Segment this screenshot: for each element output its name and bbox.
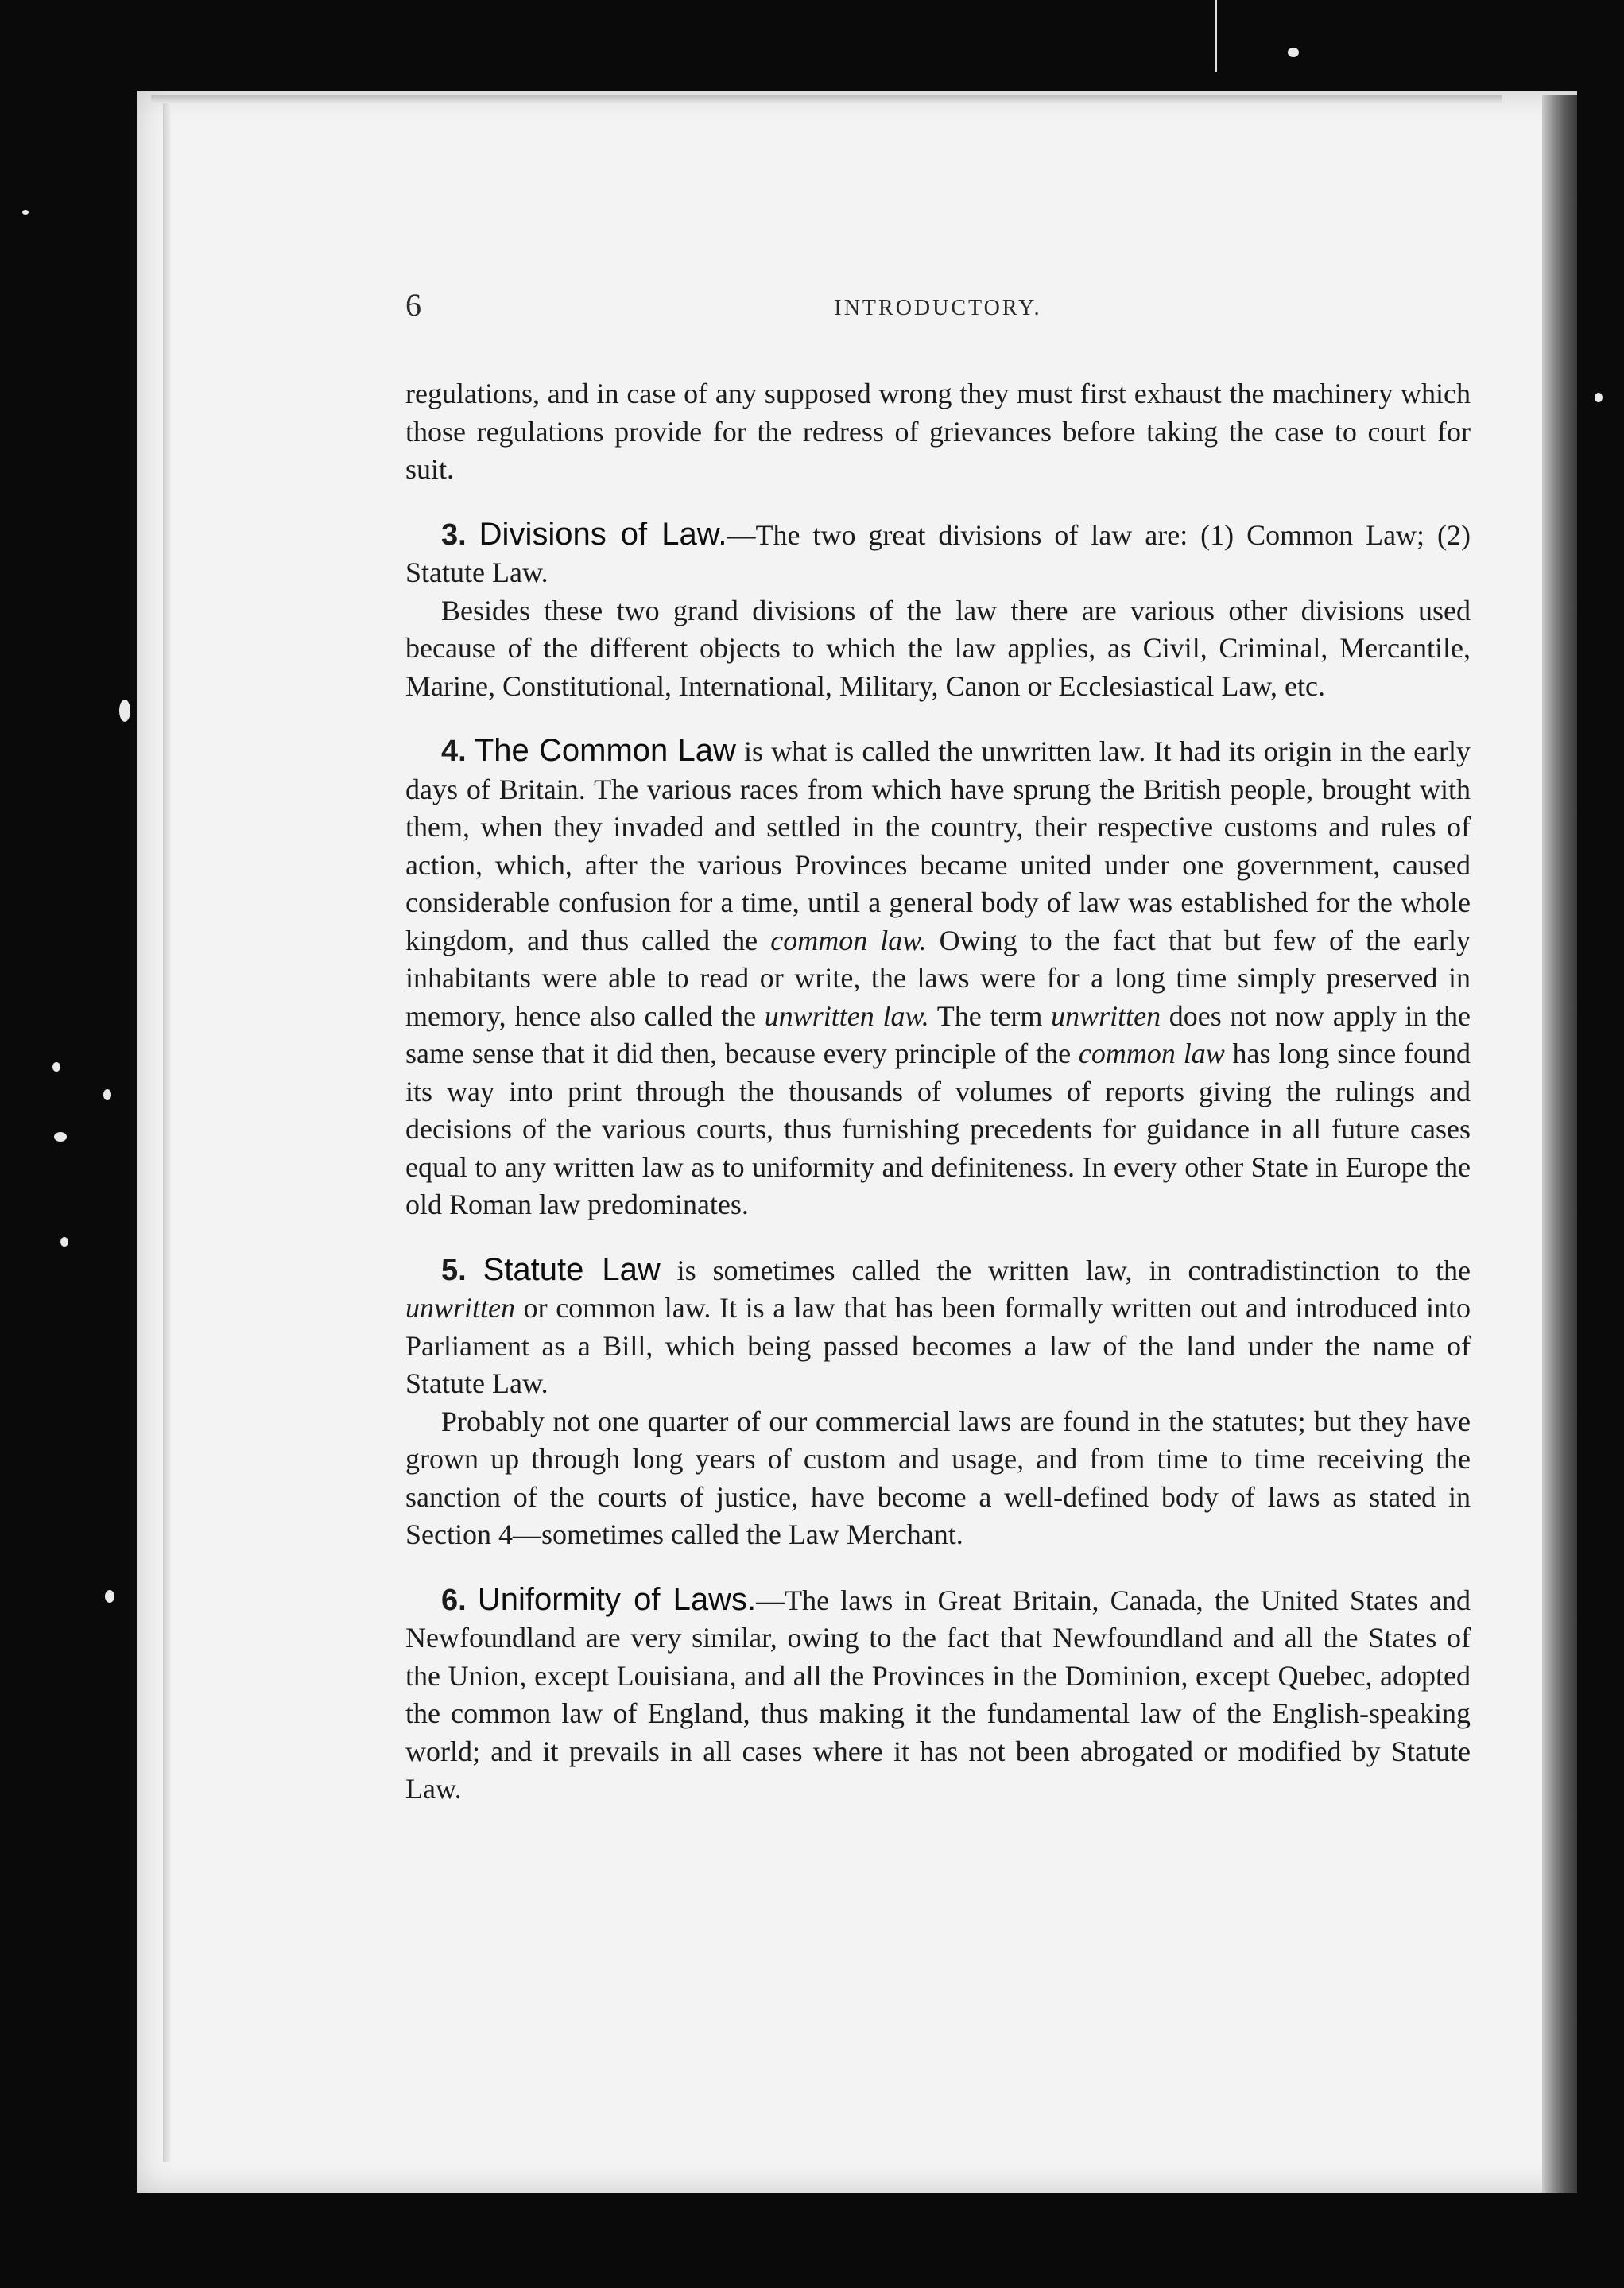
section-3 [405, 516, 1471, 706]
dust-speck [105, 1590, 114, 1603]
section-heading: The Common Law [474, 733, 736, 768]
dust-speck [52, 1062, 60, 1072]
dust-speck [1288, 48, 1299, 57]
running-head [405, 286, 1471, 334]
intro-paragraph: regulations, and in case of any supposed wrong they must first exhaust the machinery which those regulations provide for the redress of grievances before taking the case to court for suit. [405, 378, 1471, 485]
page-text [405, 286, 1471, 1809]
italic-term: unwritten [405, 1292, 516, 1324]
section-4-paragraph [405, 732, 1471, 1224]
section-5 [405, 1251, 1471, 1554]
section-number: 4. [441, 735, 467, 768]
section-6-text: —The laws in Great Britain, Canada, the United States and Newfoundland are very similar, owing to the fact that Newfoundland and all the States of the Union, except Louisiana, and all the Provinces in the Dominion, except Quebec, adopted the common law of England, thus making it the fundamental law of the English-speaking world; and it prevails in all cases where it has not been abrogated or modified by Statute Law. [405, 1584, 1471, 1805]
dust-speck [1595, 393, 1603, 402]
section-3-paragraph-2: Besides these two grand divisions of the law there are various other divisions used because of the different objects to which the law applies, as Civil, Criminal, Mercantile, Marine, Constitutional, International, Military, Canon or Ecclesiastical Law, etc. [405, 594, 1471, 702]
section-4-text: has long since found its way into print through the thousands of volumes of reports giving the rulings and decisions of the various courts, thus furnishing precedents for guidance in all future cases equal to any written law as to uniformity and definiteness. In every other State in Europe the old Roman law predominates. [405, 1037, 1471, 1220]
section-3-lead-text: —The two great divisions of law are: (1) Common Law; (2) Statute Law. [405, 518, 1471, 588]
section-4-text: does not now apply in the same sense that it did then, because every principle of the [405, 999, 1471, 1069]
italic-term: common law [1078, 1037, 1225, 1069]
section-number: 6. [441, 1583, 467, 1617]
section-4-text: is what is called the unwritten law. It had its origin in the early days of Britain. The various races from which have sprung the British people, brought with them, when they invaded and settled in the country, their respective customs and rules of action, which, after the various Provinces became united under one government, caused considerable confusion for a time, until a general body of law was established for the whole kingdom, and thus called the [405, 735, 1471, 956]
section-4-text: Owing to the fact that but few of the early inhabitants were able to read or write, the laws were for a long time simply preserved in memory, hence also called the [405, 924, 1471, 1032]
section-5-text: is sometimes called the written law, in contradistinction to the [660, 1254, 1471, 1286]
page-edge-top [151, 95, 1502, 103]
section-number: 5. [441, 1253, 467, 1287]
section-heading: Statute Law [483, 1251, 661, 1287]
scan-artifact-line [1215, 0, 1217, 72]
dust-speck [103, 1089, 111, 1100]
section-6 [405, 1581, 1471, 1809]
page-edge-left [163, 103, 171, 2162]
dust-speck [54, 1132, 67, 1142]
section-5-paragraph-1 [405, 1251, 1471, 1403]
italic-term: common law. [770, 924, 927, 956]
italic-term: unwritten [1051, 999, 1161, 1032]
section-3-paragraph-1 [405, 516, 1471, 592]
section-6-paragraph [405, 1581, 1471, 1809]
section-4 [405, 732, 1471, 1224]
page-number: 6 [405, 287, 421, 323]
section-5-text: or common law. It is a law that has been formally written out and introduced into Parliament as a Bill, which being passed becomes a law of the land under the name of Statute Law. [405, 1292, 1471, 1399]
running-title: INTRODUCTORY. [834, 296, 1042, 320]
dust-speck [60, 1237, 68, 1247]
section-heading: Uniformity of Laws. [477, 1581, 757, 1617]
page-edge-right [1542, 95, 1577, 2193]
italic-term: unwritten law. [764, 999, 929, 1032]
section-heading: Divisions of Law. [479, 516, 727, 552]
section-4-text: The term [928, 999, 1052, 1032]
section-number: 3. [441, 518, 467, 552]
dust-speck [22, 210, 29, 215]
dust-speck [119, 700, 130, 722]
section-5-paragraph-2: Probably not one quarter of our commercial laws are found in the statutes; but they have grown up through long years of custom and usage, and from time to time receiving the sanction of the courts of justice, have become a well-defined body of laws as stated in Section 4—sometimes called the Law Merchant. [405, 1405, 1471, 1550]
